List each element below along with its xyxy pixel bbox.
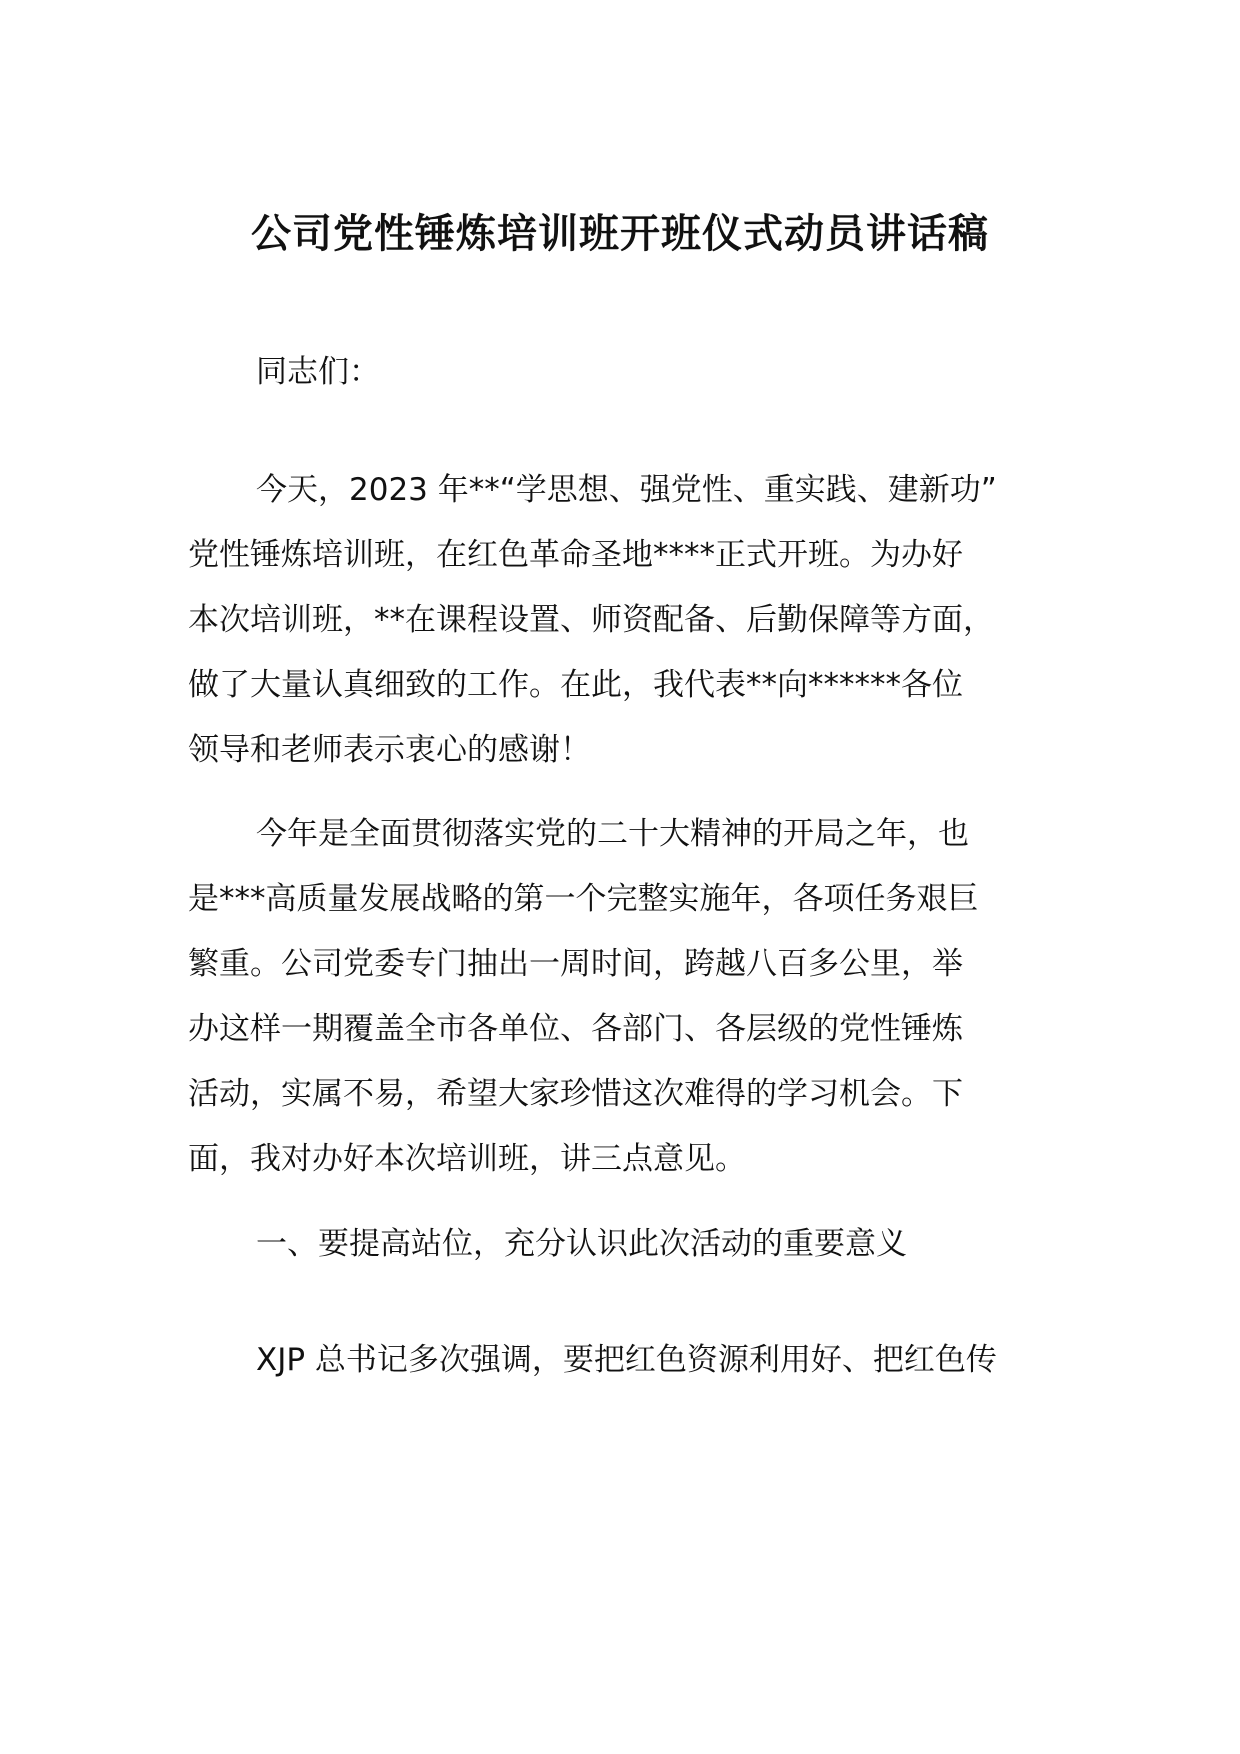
paragraph-line: 今年是全面贯彻落实党的二十大精神的开局之年，也 xyxy=(256,816,969,852)
paragraph-3 xyxy=(188,1328,1088,1393)
document-title: 公司党性锤炼培训班开班仪式动员讲话稿 xyxy=(251,211,989,257)
paragraph-1 xyxy=(188,458,1088,783)
paragraph-line: 活动，实属不易，希望大家珍惜这次难得的学习机会。下 xyxy=(188,1076,963,1112)
paragraph-2 xyxy=(188,802,1088,1192)
paragraph-line: 领导和老师表示衷心的感谢！ xyxy=(188,732,591,768)
greeting-text: 同志们： xyxy=(256,354,380,390)
section-1-heading xyxy=(188,1212,1088,1277)
paragraph-line: 今天，2023 年**“学思想、强党性、重实践、建新功” xyxy=(256,472,997,508)
paragraph-line: 办这样一期覆盖全市各单位、各部门、各层级的党性锤炼 xyxy=(188,1011,963,1047)
paragraph-line: 做了大量认真细致的工作。在此，我代表**向******各位 xyxy=(188,667,963,703)
paragraph-line: XJP 总书记多次强调，要把红色资源利用好、把红色传 xyxy=(256,1342,997,1378)
paragraph-line: 是***高质量发展战略的第一个完整实施年，各项任务艰巨 xyxy=(188,881,979,917)
paragraph-line: 本次培训班，**在课程设置、师资配备、后勤保障等方面， xyxy=(188,602,994,638)
paragraph-line: 党性锤炼培训班，在红色革命圣地****正式开班。为办好 xyxy=(188,537,963,573)
paragraph-line: 面，我对办好本次培训班，讲三点意见。 xyxy=(188,1141,746,1177)
paragraph-line: 繁重。公司党委专门抽出一周时间，跨越八百多公里，举 xyxy=(188,946,963,982)
section-heading-text: 一、要提高站位，充分认识此次活动的重要意义 xyxy=(256,1226,907,1262)
greeting xyxy=(188,340,1088,405)
